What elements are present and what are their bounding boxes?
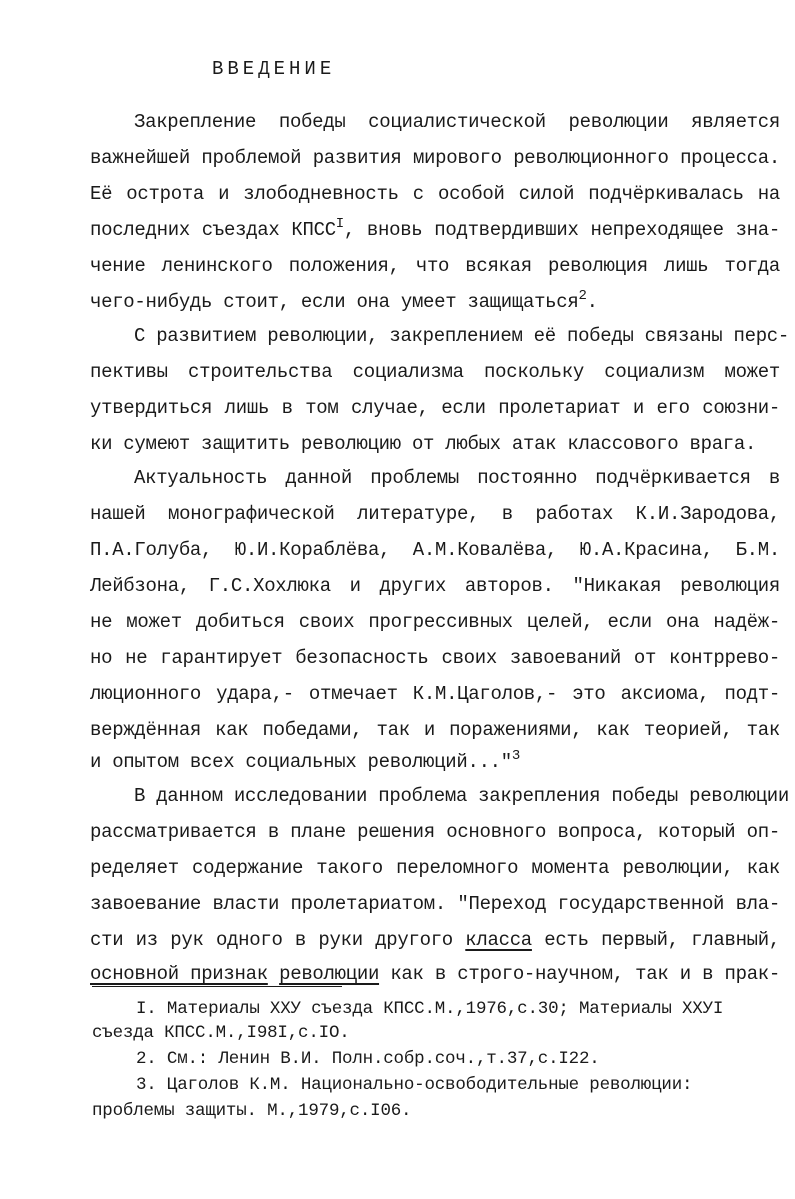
underlined-phrase: основной признак: [90, 963, 268, 985]
underlined-word: класса: [465, 929, 532, 951]
text-line: завоевание власти пролетариатом. "Переход государственной вла-: [90, 893, 780, 915]
text-line: Актуальность данной проблемы постоянно подчёркивается в: [134, 467, 780, 489]
underlined-word: революции: [279, 963, 380, 985]
footnote-ref: 2: [578, 288, 587, 304]
text-line: утвердиться лишь в том случае, если пролетариат и его союзни-: [90, 397, 780, 419]
footnote-line: проблемы защиты. М.,1979,с.I06.: [92, 1101, 412, 1121]
text-line: Её острота и злободневность с особой силой подчёркивалась на: [90, 183, 780, 205]
text-line: последних съездах $КПСС^I$, вновь подтвердивших непреходящее зна-: [90, 216, 780, 241]
text-line: сти из рук одного в руки другого класса есть первый, главный,: [90, 929, 780, 951]
text-line: но не гарантирует безопасность своих завоеваний от контррево-: [90, 647, 780, 669]
footnote-line: I. Материалы ХХУ съезда КПСС.М.,1976,с.30; Материалы ХХУI: [136, 999, 724, 1019]
footnote-line: съезда КПСС.М.,I98I,с.IO.: [92, 1023, 350, 1043]
footnote-divider: [92, 986, 342, 987]
text-line: верждённая как победами, так и поражениями, как теорией, так: [90, 719, 780, 741]
text-line: В данном исследовании проблема закрепления победы революции: [134, 785, 790, 807]
text-line: и опытом всех социальных революций..."$^3$: [90, 748, 520, 773]
text-line: ределяет содержание такого переломного момента революции, как: [90, 857, 780, 879]
text-line: чение ленинского положения, что всякая революция лишь тогда: [90, 255, 780, 277]
footnote-ref: 3: [511, 748, 520, 764]
text-line: П.А.Голуба, Ю.И.Кораблёва, А.М.Ковалёва, Ю.А.Красина, Б.М.: [90, 539, 780, 561]
text-line: С развитием революции, закреплением её победы связаны перс-: [134, 325, 790, 347]
text-line: рассматривается в плане решения основного вопроса, который оп-: [90, 821, 780, 843]
text-line: важнейшей проблемой развития мирового революционного процесса.: [90, 147, 780, 169]
footnote-line: 2. См.: Ленин В.И. Полн.собр.соч.,т.37,с.I22.: [136, 1049, 600, 1069]
page-title: ВВЕДЕНИЕ: [212, 58, 336, 80]
text-line: основной признак революции как в строго-научном, так и в прак-: [90, 963, 781, 985]
text-line: пективы строительства социализма поскольку социализм может: [90, 361, 780, 383]
text-line: ки сумеют защитить революцию от любых атак классового врага.: [90, 433, 757, 455]
text-line: люционного удара,- отмечает К.М.Цаголов,- это аксиома, подт-: [90, 683, 780, 705]
text-line: чего-нибудь стоит, если она умеет защищаться$^2$.: [90, 288, 598, 313]
text-line: Лейбзона, Г.С.Хохлюка и других авторов. "Никакая революция: [90, 575, 780, 597]
text-line: не может добиться своих прогрессивных целей, если она надёж-: [90, 611, 780, 633]
footnote-line: 3. Цаголов К.М. Национально-освободительные революции:: [136, 1075, 693, 1095]
text-line: нашей монографической литературе, в работах К.И.Зародова,: [90, 503, 780, 525]
text-line: Закрепление победы социалистической революции является: [134, 111, 780, 133]
footnote-ref: I: [335, 216, 344, 232]
